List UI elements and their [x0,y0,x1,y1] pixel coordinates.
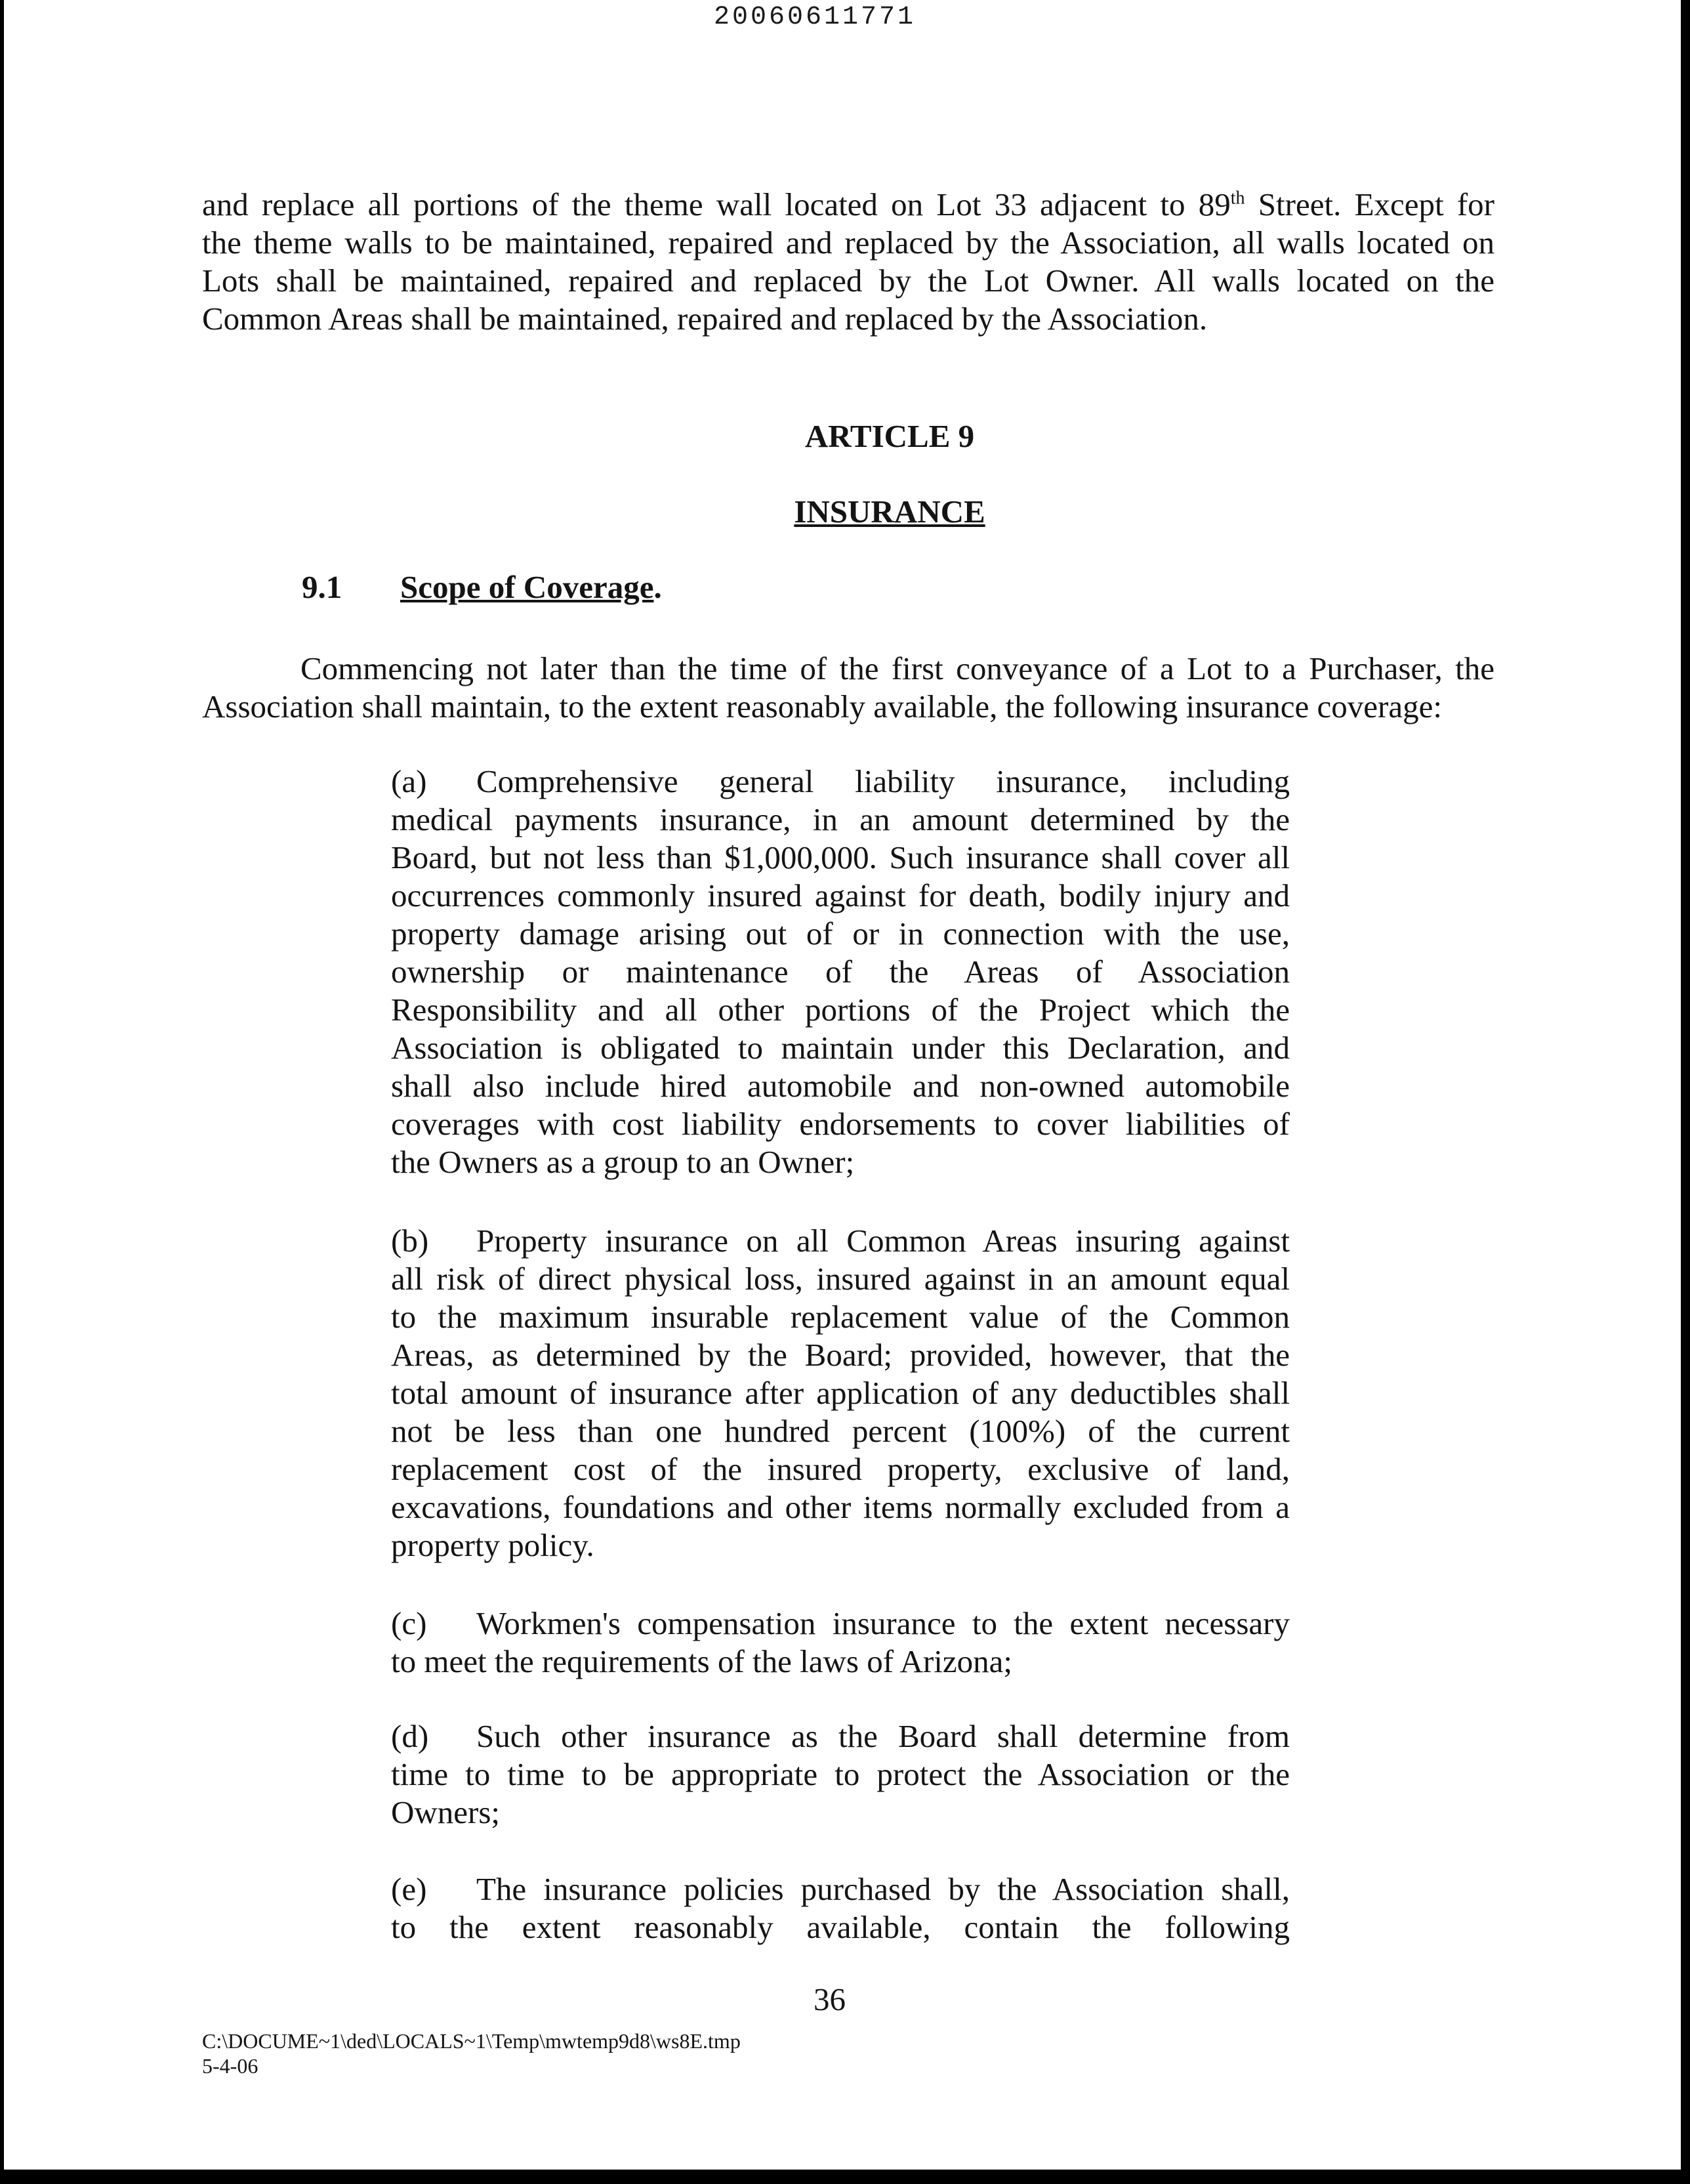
article-heading: ARTICLE 9 [804,418,975,454]
list-item: (e) The insurance policies purchased by the Association shall, to the extent reasonably available, contain the following [391,1871,1290,1945]
file-path: C:\DOCUME~1\ded\LOCALS~1\Temp\mwtemp9d8\ws8E.tmp [202,2029,741,2053]
document-date: 5-4-06 [202,2054,258,2078]
scan-border-bottom [0,2170,1690,2184]
list-item-label: (a) [391,763,427,799]
section-heading [302,568,662,606]
intro-line-2: the theme walls to be maintained, repaired and replaced by the Association, all walls located on [202,224,1494,261]
body-line-1: Commencing not later than the time of the first conveyance of a Lot to a Purchaser, the [300,650,1494,686]
intro-line-1: and replace all portions of the theme wall located on Lot 33 adjacent to 89th Street. Except for [202,186,1494,222]
intro-paragraph [202,186,1494,338]
list-item: (a) Comprehensive general liability insurance, including medical payments insurance, in an amount determined by the Board, but not less than $1,000,000. Such insurance shall cover all occurrences commonly insured against for death, bodily injury and property damage arising out of or in connection with the use, ownership or maintenance of the Areas of Association Responsibility and all other portions of the Project which the Association is obligated to maintain under this Declaration, and shall also include hired automobile and non-owned automobile coverages with cost liability endorsements to cover liabilities of the Owners as a group to an Owner; [391,763,1290,1180]
scan-border-left [0,0,4,2184]
intro-line-3: Lots shall be maintained, repaired and replaced by the Lot Owner. All walls located on the [202,262,1494,299]
section-number: 9.1 [302,569,342,605]
body-paragraph [202,650,1494,726]
article-subheading: INSURANCE [794,494,985,530]
page-number: 36 [814,1981,846,2017]
recording-number: 20060611771 [714,3,917,32]
list-item-label: (e) [391,1871,427,1907]
ordinal-superscript: th [1230,188,1245,209]
intro-line-4: Common Areas shall be maintained, repaired and replaced by the Association. [202,301,1208,337]
scan-border-right [1681,0,1690,2184]
list-item: (c) Workmen's compensation insurance to the extent necessary to meet the requirements of the laws of Arizona; [391,1605,1290,1679]
section-title: Scope of Coverage [400,569,654,605]
section-period: . [653,569,662,605]
list-item-label: (b) [391,1223,429,1259]
list-item-label: (c) [391,1605,427,1641]
body-line-2: Association shall maintain, to the extent reasonably available, the following insurance coverage: [202,688,1442,724]
list-item-label: (d) [391,1718,429,1754]
list-item: (d) Such other insurance as the Board shall determine from time to time to be appropriate to protect the Association or the Owners; [391,1718,1290,1830]
list-item: (b) Property insurance on all Common Areas insuring against all risk of direct physical loss, insured against in an amount equal to the maximum insurable replacement value of the Common Areas, as determined by the Board; provided, however, that the total amount of insurance after application of any deductibles shall not be less than one hundred percent (100%) of the current replacement cost of the insured property, exclusive of land, excavations, foundations and other items normally excluded from a property policy. [391,1223,1290,1563]
